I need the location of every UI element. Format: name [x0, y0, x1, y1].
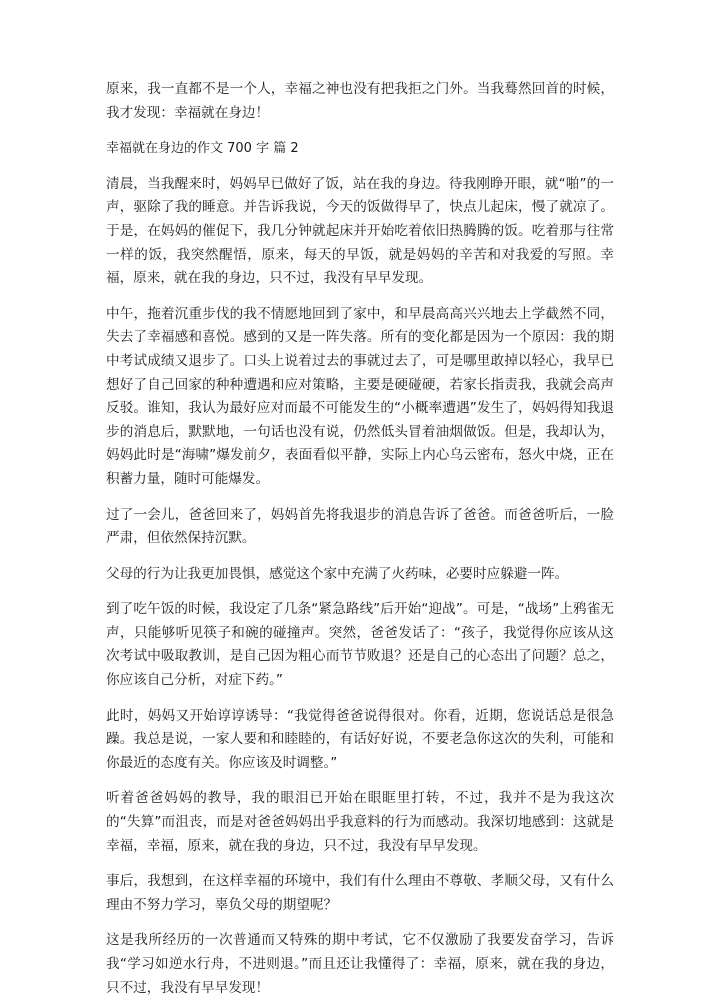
paragraph-mother-advice: 此时，妈妈又开始谆谆诱导：“我觉得爸爸说得很对。你看，近期，您说话总是很急躁。我总是说，一家人要和和睦睦的，有话好好说，不要老急你这次的失利，可能和你最近的态度有关。你应该及时调整。”: [106, 707, 614, 771]
paragraph-conclusion: 这是我所经历的一次普通而又特殊的期中考试，它不仅激励了我要发奋学习，告诉我“学习如逆水行舟，不进则退。”而且还让我懂得了：幸福，原来，就在我的身边，只不过，我没有早早发现！: [106, 932, 614, 996]
paragraph-father-returns: 过了一会儿，爸爸回来了，妈妈首先将我退步的消息告诉了爸爸。而爸爸听后，一脸严肃，但依然保持沉默。: [106, 506, 614, 547]
paragraph-tears: 听着爸爸妈妈的教导，我的眼泪已开始在眼眶里打转，不过，我并不是为我这次的“失算”而沮丧，而是对爸爸妈妈出乎我意料的行为而感动。我深切地感到：这就是幸福，幸福，原来，就在我的身边，只不过，我没有早早发现。: [106, 790, 614, 854]
intro-paragraph: 原来，我一直都不是一个人，幸福之神也没有把我拒之门外。当我蓦然回首的时候，我才发现：幸福就在身边！: [106, 81, 614, 121]
essay-subtitle: 幸福就在身边的作文 700 字 篇 2: [106, 141, 299, 157]
paragraph-reflection: 事后，我想到，在这样幸福的环境中，我们有什么理由不尊敬、孝顺父母，又有什么理由不努力学习，辜负父母的期望呢？: [106, 873, 614, 913]
paragraph-morning: 清晨，当我醒来时，妈妈早已做好了饭，站在我的身边。待我刚睁开眼，就“啪”的一声，驱除了我的睡意。并告诉我说，今天的饭做得早了，快点儿起床，慢了就凉了。于是，在妈妈的催促下，我几分钟就起床并开始吃着依旧热腾腾的饭。吃着那与往常一样的饭，我突然醒悟，原来，每天的早饭，就是妈妈的辛苦和对我爱的写照。幸福，原来，就在我的身边，只不过，我没有早早发现。: [106, 175, 614, 287]
paragraph-lunch: 到了吃午饭的时候，我设定了几条“紧急路线”后开始“迎战”。可是，“战场”上鸦雀无声，只能够听见筷子和碗的碰撞声。突然，爸爸发话了：“孩子，我觉得你应该从这次考试中吸取教训，是自己因为粗心而节节败退？还是自己的心态出了问题？总之，你应该自己分析，对症下药。”: [106, 601, 614, 689]
document-page: [106, 78, 614, 1000]
paragraph-noon: 中午，拖着沉重步伐的我不情愿地回到了家中，和早晨高高兴兴地去上学截然不同，失去了幸福感和喜悦。感到的又是一阵失落。所有的变化都是因为一个原因：我的期中考试成绩又退步了。口头上说着过去的事就过去了，可是哪里敢掉以轻心，我早已想好了自己回家的种种遭遇和应对策略，主要是硬碰硬，若家长指责我，我就会高声反驳。谁知，我认为最好应对而最不可能发生的“小概率遭遇”发生了，妈妈得知我退步的消息后，默默地，一句话也没有说，仍然低头冒着油烟做饭。但是，我却认为，妈妈此时是“海啸”爆发前夕，表面看似平静，实际上内心乌云密布，怒火中烧，正在积蓄力量，随时可能爆发。: [106, 305, 614, 487]
paragraph-fear: 父母的行为让我更加畏惧，感觉这个家中充满了火药味，必要时应躲避一阵。: [106, 565, 569, 582]
